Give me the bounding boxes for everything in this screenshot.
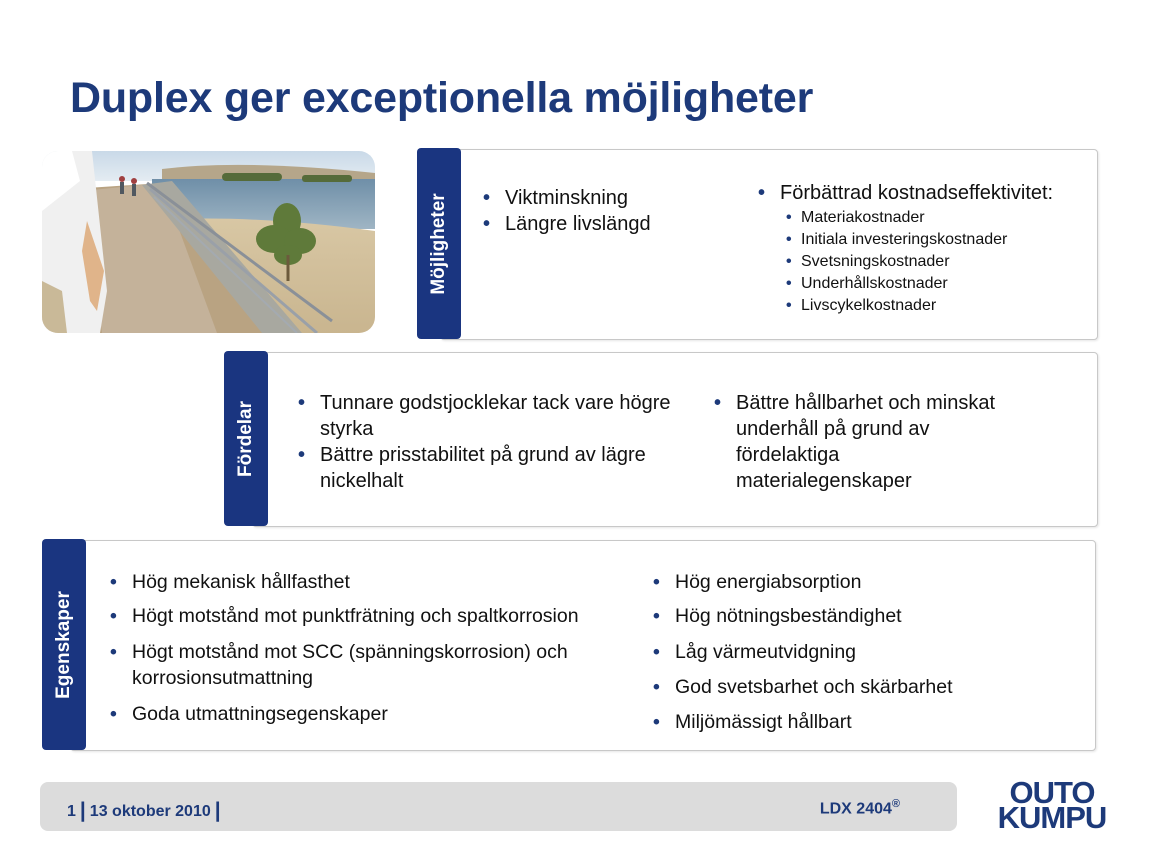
list-item: • Låg värmeutvidgning bbox=[651, 639, 1071, 665]
egenskaper-left-list bbox=[108, 569, 628, 727]
list-item: • Underhållskostnader bbox=[786, 273, 1086, 295]
list-item: • Miljömässigt hållbart bbox=[651, 709, 1071, 735]
section-label: Egenskaper bbox=[53, 590, 74, 699]
list-item: • Materiakostnader bbox=[786, 207, 1086, 229]
mojligheter-sublist bbox=[786, 207, 1086, 317]
footer-separator: | bbox=[214, 799, 221, 822]
registered-mark: ® bbox=[891, 798, 900, 810]
product-name: LDX 2404 bbox=[819, 800, 892, 818]
list-item: • Hög mekanisk hållfasthet bbox=[108, 569, 628, 595]
list-item: • Goda utmattningsegenskaper bbox=[108, 701, 628, 727]
footer-left bbox=[67, 798, 225, 822]
egenskaper-right-list bbox=[651, 569, 1071, 735]
fordelar-left-list bbox=[296, 390, 696, 494]
list-item: • Bättre prisstabilitet på grund av lägre nickelhalt bbox=[296, 442, 696, 494]
list-item: • God svetsbarhet och skärbarhet bbox=[651, 674, 1071, 700]
slide-title: Duplex ger exceptionella möjligheter bbox=[70, 74, 814, 122]
section-label: Fördelar bbox=[235, 400, 256, 477]
list-item: • Svetsningskostnader bbox=[786, 251, 1086, 273]
logo-line-2: KUMPU bbox=[997, 800, 1107, 835]
mojligheter-right-list bbox=[756, 180, 1096, 206]
footer-date: 13 oktober 2010 bbox=[89, 803, 211, 820]
tab-mojligheter bbox=[417, 148, 461, 339]
outokumpu-logo bbox=[992, 775, 1112, 835]
page-number: 1 bbox=[67, 803, 76, 820]
panel-mojligheter bbox=[440, 149, 1098, 340]
section-label: Möjligheter bbox=[428, 192, 449, 295]
logo-line-1: OUTO bbox=[1009, 775, 1095, 810]
list-item: • Hög energiabsorption bbox=[651, 569, 1071, 595]
list-item: • Livscykelkostnader bbox=[786, 295, 1086, 317]
panel-egenskaper bbox=[70, 540, 1096, 751]
list-item: • Tunnare godstjocklekar tack vare högre styrka bbox=[296, 390, 696, 442]
footer-separator: | bbox=[79, 799, 86, 822]
list-item: • Förbättrad kostnadseffektivitet: bbox=[756, 180, 1096, 206]
footer-bar bbox=[40, 782, 957, 831]
list-item: • Hög nötningsbeständighet bbox=[651, 603, 1071, 629]
mojligheter-left-list bbox=[481, 185, 741, 237]
tab-egenskaper bbox=[42, 539, 86, 750]
list-item: • Längre livslängd bbox=[481, 211, 741, 237]
fordelar-right-list bbox=[712, 390, 1012, 494]
list-item: • Bättre hållbarhet och minskat underhåll på grund av fördelaktiga materialegenskaper bbox=[712, 390, 1012, 494]
tab-fordelar bbox=[224, 351, 268, 526]
list-item: • Viktminskning bbox=[481, 185, 741, 211]
panel-fordelar bbox=[252, 352, 1098, 527]
list-item: • Högt motstånd mot punktfrätning och spaltkorrosion bbox=[108, 603, 628, 629]
footer-product bbox=[820, 798, 900, 818]
list-item: • Initiala investeringskostnader bbox=[786, 229, 1086, 251]
boardwalk-photo bbox=[42, 151, 375, 333]
list-item: • Högt motstånd mot SCC (spänningskorrosion) och korrosionsutmattning bbox=[108, 639, 628, 691]
